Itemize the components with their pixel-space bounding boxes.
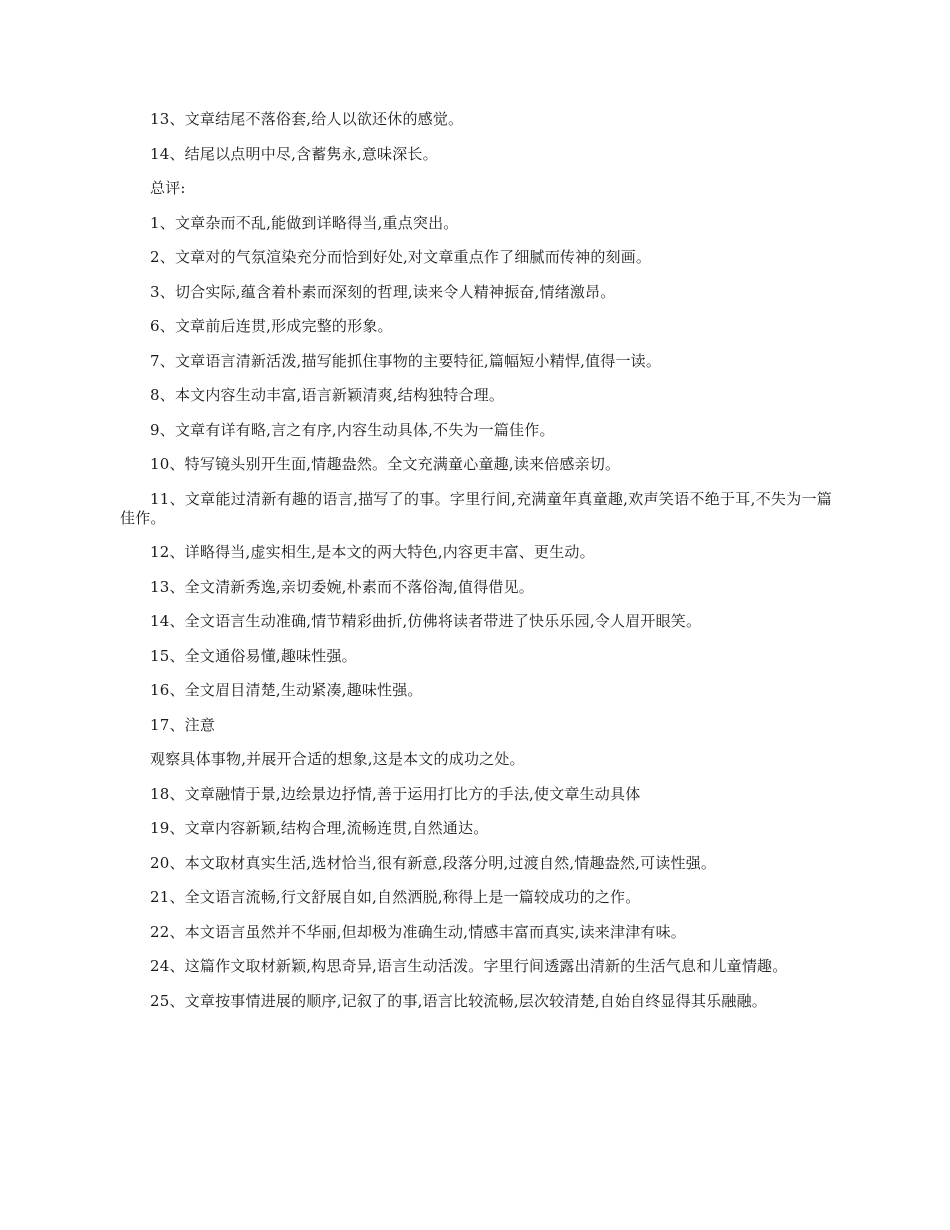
- paragraph: 2、文章对的气氛渲染充分而恰到好处,对文章重点作了细腻而传神的刻画。: [150, 248, 652, 266]
- paragraph: 13、文章结尾不落俗套,给人以欲还休的感觉。: [150, 110, 464, 128]
- paragraph: 6、文章前后连贯,形成完整的形象。: [150, 317, 393, 335]
- paragraph: 13、全文清新秀逸,亲切委婉,朴素而不落俗淘,值得借见。: [150, 577, 534, 596]
- paragraph: 17、注意: [150, 715, 216, 734]
- paragraph: 11、文章能过清新有趣的语言,描写了的事。字里行间,充满童年真童趣,欢声笑语不绝于耳,不失为一篇佳作。: [120, 489, 832, 527]
- paragraph: 25、文章按事情进展的顺序,记叙了的事,语言比较流畅,层次较清楚,自始自终显得其乐融融。: [150, 991, 767, 1010]
- paragraph: 观察具体事物,并展开合适的想象,这是本文的成功之处。: [150, 750, 525, 768]
- paragraph: 8、本文内容生动丰富,语言新颖清爽,结构独特合理。: [150, 386, 505, 404]
- paragraph: 24、这篇作文取材新颖,构思奇异,语言生动活泼。字里行间透露出清新的生活气息和儿童情趣。: [150, 957, 788, 975]
- paragraph: 9、文章有详有略,言之有序,内容生动具体,不失为一篇佳作。: [150, 420, 555, 439]
- paragraph: 20、本文取材真实生活,选材恰当,很有新意,段落分明,过渡自然,情趣盎然,可读性强。: [150, 853, 717, 872]
- paragraph: 7、文章语言清新活泼,描写能抓住事物的主要特征,篇幅短小精悍,值得一读。: [150, 351, 662, 370]
- paragraph: 10、特写镜头别开生面,情趣盎然。全文充满童心童趣,读来倍感亲切。: [150, 455, 621, 473]
- paragraph: 19、文章内容新颖,结构合理,流畅连贯,自然通达。: [150, 819, 489, 837]
- paragraph: 1、文章杂而不乱,能做到详略得当,重点突出。: [150, 213, 459, 232]
- section-heading: 总评:: [150, 179, 186, 197]
- paragraph: 21、全文语言流畅,行文舒展自如,自然洒脱,称得上是一篇较成功的之作。: [150, 888, 641, 906]
- paragraph: 3、切合实际,蕴含着朴素而深刻的哲理,读来令人精神振奋,情绪激昂。: [150, 282, 616, 301]
- paragraph: 14、全文语言生动准确,情节精彩曲折,仿佛将读者带进了快乐乐园,令人眉开眼笑。: [150, 612, 702, 630]
- paragraph: 12、详略得当,虚实相生,是本文的两大特色,内容更丰富、更生动。: [150, 543, 595, 561]
- paragraph: 18、文章融情于景,边绘景边抒情,善于运用打比方的手法,使文章生动具体: [150, 784, 641, 803]
- document-body: [120, 110, 832, 1026]
- paragraph: 16、全文眉目清楚,生动紧凑,趣味性强。: [150, 681, 423, 699]
- paragraph: 15、全文通俗易懂,趣味性强。: [150, 646, 357, 665]
- paragraph: 14、结尾以点明中尽,含蓄隽永,意味深长。: [150, 144, 438, 163]
- paragraph: 22、本文语言虽然并不华丽,但却极为准确生动,情感丰富而真实,读来津津有味。: [150, 922, 686, 941]
